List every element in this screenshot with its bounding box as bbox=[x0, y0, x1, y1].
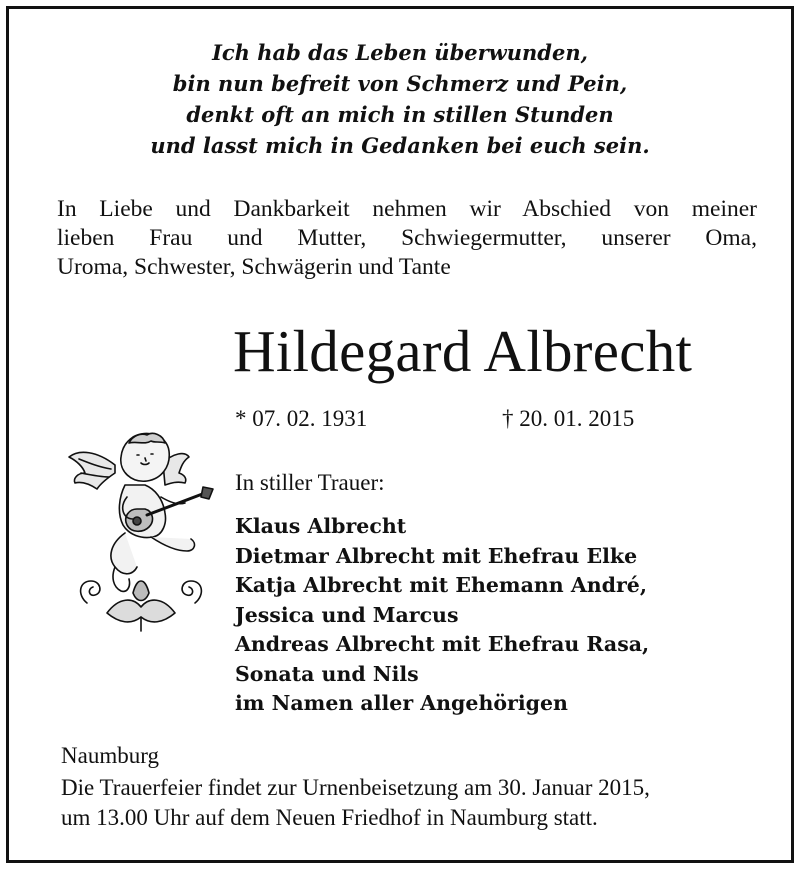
poem-line: Ich hab das Leben überwunden, bbox=[212, 40, 588, 65]
poem-line: denkt oft an mich in stillen Stunden bbox=[186, 102, 614, 127]
service-line: Die Trauerfeier findet zur Urnenbeisetzung am 30. Januar 2015, bbox=[61, 775, 650, 800]
family-member: Katja Albrecht mit Ehemann André, bbox=[235, 573, 647, 597]
service-notice bbox=[61, 773, 650, 833]
intro-line: In Liebe und Dankbarkeit nehmen wir Abschied von meiner bbox=[57, 196, 757, 222]
family-member: Jessica und Marcus bbox=[235, 602, 459, 627]
family-member: Andreas Albrecht mit Ehefrau Rasa, bbox=[235, 632, 650, 656]
family-member: Klaus Albrecht bbox=[235, 514, 407, 538]
cherub-with-mandolin-icon bbox=[67, 427, 215, 633]
place-name: Naumburg bbox=[61, 743, 159, 768]
deceased-name: Hildegard Albrecht bbox=[233, 318, 693, 384]
obituary-frame bbox=[6, 6, 794, 863]
family-member: im Namen aller Angehörigen bbox=[235, 691, 568, 715]
farewell-text bbox=[57, 195, 757, 282]
mourning-heading: In stiller Trauer: bbox=[235, 470, 385, 495]
poem-line: und lasst mich in Gedanken bei euch sein. bbox=[150, 133, 650, 158]
family-list bbox=[235, 512, 649, 719]
service-line: um 13.00 Uhr auf dem Neuen Friedhof in Naumburg statt. bbox=[61, 805, 598, 830]
family-member: Dietmar Albrecht mit Ehefrau Elke bbox=[235, 543, 638, 568]
death-date: † 20. 01. 2015 bbox=[502, 406, 635, 431]
memorial-poem bbox=[9, 37, 791, 161]
intro-line: lieben Frau und Mutter, Schwiegermutter, unserer Oma, bbox=[57, 225, 757, 251]
intro-line: Uroma, Schwester, Schwägerin und Tante bbox=[57, 254, 451, 280]
family-member: Sonata und Nils bbox=[235, 661, 419, 686]
poem-line: bin nun befreit von Schmerz und Pein, bbox=[172, 71, 628, 96]
birth-date: * 07. 02. 1931 bbox=[235, 406, 368, 431]
